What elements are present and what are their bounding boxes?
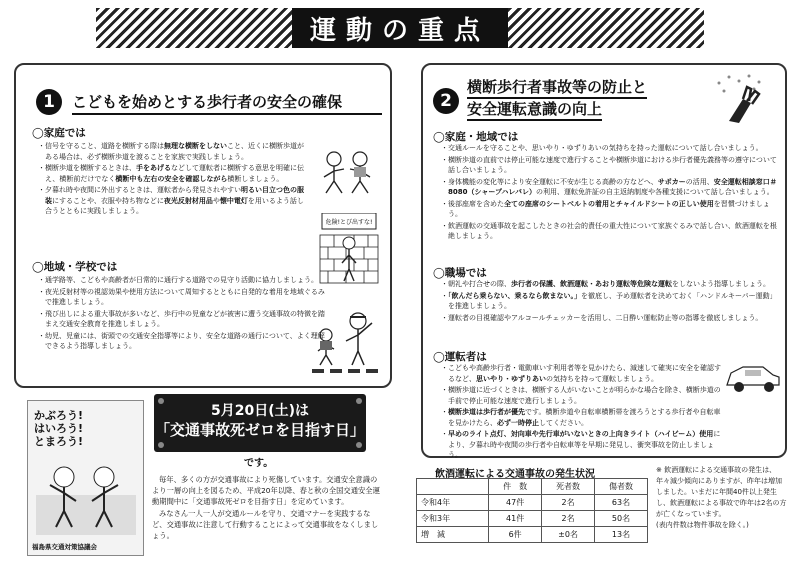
board-day-name: 「交通事故死ゼロを目指す日」 <box>154 421 365 439</box>
table-row <box>417 511 648 527</box>
item-text: 夕暮れ時や夜間に外出するときは、運転者から発見されやすい <box>45 186 241 194</box>
section-1-community-list <box>38 275 328 353</box>
list-item <box>38 163 306 184</box>
emphasis-text: 手をあげる <box>136 164 171 172</box>
children-running-illustration <box>316 149 380 199</box>
section-2-heading <box>467 77 647 121</box>
section-1-panel <box>14 63 392 388</box>
item-text: や <box>212 196 220 205</box>
list-item <box>38 309 328 330</box>
section-2-work-heading: ◯職場では <box>433 267 487 279</box>
crosswalk-guard-illustration <box>306 309 386 379</box>
page-title: 運動の重点 <box>292 8 508 48</box>
list-item <box>441 291 777 312</box>
item-text: こどもや高齢歩行者・電動車いす利用者等を見かけたら、減速して確実に安全を確認するなど、 <box>448 364 721 383</box>
table-cell: 63名 <box>595 495 648 511</box>
table-cell: 令和4年 <box>417 495 489 511</box>
section-2-home-list <box>441 143 777 243</box>
item-text: を用いるよう話し合うとともに実践しましょう。 <box>45 196 304 215</box>
poster-slogan-line: はいろう! <box>34 422 84 435</box>
emphasis-text: 明るい目立つ色の服装 <box>45 186 304 205</box>
table-cell: 2名 <box>542 511 595 527</box>
poster-organization: 福島県交通対策協議会 <box>32 543 97 551</box>
section-2-panel <box>421 63 787 458</box>
zero-fatality-description <box>152 474 380 542</box>
list-item <box>38 185 306 217</box>
item-text: を習慣づけましょう。 <box>448 199 770 218</box>
description-paragraph: 毎年、多くの方が交通事故により死傷しています。交通安全意識のより一層の向上を図るため、平成20年以降、春と秋の全国交通安全運動期間中に「交通事故死ゼロを目指す日」を定めています。 <box>152 475 380 506</box>
drunk-driving-stats-table <box>416 478 648 543</box>
list-item <box>441 363 721 384</box>
table-cell: 50名 <box>595 511 648 527</box>
item-text: 後部座席を含めた <box>448 199 504 208</box>
item-text: 飲酒運転の交通事故を起こしたときの社会的責任の重大性について家族ぐるみで話し合い、飲酒運転を根絶しましょう。 <box>448 221 777 240</box>
section-1-number: 1 <box>36 89 62 115</box>
item-text: 身体機能の変化等により安全運転に不安が生じる高齢の方などへ、 <box>448 177 658 186</box>
stats-title: 飲酒運転による交通事故の発生状況 <box>435 469 595 480</box>
list-item <box>38 287 328 308</box>
list-item <box>441 385 721 406</box>
table-header-cell: 傷者数 <box>595 479 648 495</box>
list-item <box>441 407 721 428</box>
emphasis-text: 全ての座席のシートベルトの着用とチャイルドシートの正しい使用 <box>504 199 714 208</box>
title-bar <box>0 0 800 56</box>
emphasis-text: 歩行者の保護、飲酒運転・あおり運転等危険な運転 <box>511 280 672 288</box>
item-text: 運転者の目視確認やアルコールチェッカーを活用し、二日酔い運転防止等の指導を徹底しましょう。 <box>448 313 763 322</box>
reflector-hand-illustration <box>709 73 773 123</box>
section-2-number: 2 <box>433 88 459 114</box>
table-cell: 47件 <box>489 495 542 511</box>
table-row <box>417 527 648 543</box>
emphasis-text: 必ず一時停止 <box>497 418 539 427</box>
list-item <box>441 221 777 242</box>
wall-sign-illustration <box>318 213 380 285</box>
zero-fatality-day-board <box>154 394 366 452</box>
emphasis-text: 横断中も左右の安全を確認しながら <box>115 174 228 183</box>
item-text: 交通ルールを守ることや、思いやり・ゆずりあいの気持ちを持った運転について話し合いましょう。 <box>448 144 763 152</box>
section-1-home-list <box>38 141 306 218</box>
item-text: 幼児、児童には、街頭での交通安全指導等により、安全な道路の通行について、よく理解できるよう指導しましょう。 <box>45 331 325 350</box>
emphasis-text: サポカー <box>657 177 686 186</box>
item-text: 通学路等、こどもや高齢者が日常的に通行する道路での見守り活動に協力しましょう。 <box>45 276 318 284</box>
emphasis-text: 早めのライト点灯、対向車や先行車がいないときの上向きライト（ハイビーム）使用 <box>448 430 714 438</box>
table-cell: 6件 <box>489 527 542 543</box>
item-text: 信号を守ること、道路を横断する際は <box>45 142 164 150</box>
emphasis-text: 横断歩道は歩行者が優先 <box>448 408 525 416</box>
stats-note-text: ※ 飲酒運転による交通事故の発生は、年々減少傾向にありますが、昨年は増加しました。いまだに年間40件以上発生し、飲酒運転による事故で昨年は2名の方が亡くなっています。 <box>656 466 787 518</box>
section-2-work-list <box>441 279 777 324</box>
table-header-cell: 件 数 <box>489 479 542 495</box>
emphasis-text: 夜光反射材用品 <box>163 196 213 205</box>
table-header-row <box>417 479 648 495</box>
list-item <box>441 279 777 290</box>
section-2-heading-line1: 横断歩行者事故等の防止と <box>467 77 647 99</box>
table-cell: 41件 <box>489 511 542 527</box>
list-item <box>441 199 777 220</box>
list-item <box>441 143 777 154</box>
description-paragraph: みなさん一人一人が交通ルールを守り、交通マナーを実践するなど、交通事故に注意して行動することによって交通事故をなくしましょう。 <box>152 509 379 540</box>
item-text: 横断歩道の直前では停止可能な速度で進行することや横断歩道における歩行者優先義務等の遵守について話し合いましょう。 <box>448 155 777 174</box>
poster-children-illustration <box>36 455 136 535</box>
item-text: をしないよう指導しましょう。 <box>672 280 770 288</box>
item-text: の活用、 <box>685 177 714 186</box>
table-header-cell <box>417 479 489 495</box>
item-text: により、夕暮れ時や夜間の歩行者や自転車等を早期に発見し、衝突事故を防止しましょう。 <box>448 430 721 459</box>
list-item <box>38 275 328 286</box>
emphasis-text: 思いやり・ゆずりあい <box>476 374 546 383</box>
item-text: を徹底し、予め運転者を決めておく「ハンドルキーパー運動」を推進しましょう。 <box>448 291 777 310</box>
list-item <box>38 141 306 162</box>
item-text: 横断しましょう。 <box>227 174 284 183</box>
table-cell: 13名 <box>595 527 648 543</box>
list-item <box>441 155 777 176</box>
section-2-driver-heading: ◯運転者は <box>433 351 487 363</box>
item-text: の気持ちを持って運転しましょう。 <box>546 374 658 383</box>
table-cell: ±0名 <box>542 527 595 543</box>
poster-slogan-line: かぶろう! <box>34 409 84 422</box>
item-text: 飛び出しによる重大事故が多いなど、歩行中の児童などが被害に遭う交通事故の特徴を踏まえ交通安全教育を推進しましょう。 <box>45 309 325 328</box>
table-cell: 2名 <box>542 495 595 511</box>
list-item <box>441 429 721 461</box>
emphasis-text: 無理な横断をしない <box>164 142 227 150</box>
stats-note-sub: (表内件数は物件事故を除く。) <box>656 521 749 529</box>
poster-slogan <box>34 409 83 448</box>
section-2-driver-list <box>441 363 721 462</box>
poster-slogan-line: とまろう! <box>34 435 84 448</box>
item-text: 夜光反射材等の視認効果や使用方法について周知するとともに自発的な着用を地域ぐるみで推進しましょう。 <box>45 287 325 306</box>
item-text: にすることや、衣服や持ち物などに <box>52 196 164 205</box>
svg-text:危険!とび出すな!: 危険!とび出すな! <box>325 219 373 226</box>
item-text: 朝礼や打合せの際、 <box>448 280 511 288</box>
table-cell: 令和3年 <box>417 511 489 527</box>
section-1-home-heading: ◯家庭では <box>32 127 86 139</box>
list-item <box>441 177 777 198</box>
board-screw <box>356 442 362 448</box>
section-1-heading: こどもを始めとする歩行者の安全の確保 <box>72 91 382 115</box>
table-header-cell: 死者数 <box>542 479 595 495</box>
emphasis-text: 懐中電灯 <box>219 196 248 205</box>
board-date-line: 5月20日(土)は <box>210 403 310 419</box>
item-text: などして運転者に横断する意思を明確に伝え、横断前だけでなく <box>45 164 304 183</box>
section-2-home-heading: ◯家庭・地域では <box>433 131 519 143</box>
item-text: してください。 <box>539 418 588 427</box>
item-text: の利用、運転免許証の自主返納制度や各種支援について話し合いましょう。 <box>535 188 774 196</box>
title-stripes-left <box>96 8 292 48</box>
car-pedestrian-illustration <box>723 351 783 395</box>
stats-note <box>656 465 788 531</box>
board-suffix: です。 <box>244 458 274 469</box>
emphasis-text: 「飲んだら乗らない、乗るなら飲まない。」 <box>448 291 581 300</box>
item-text: 横断歩道に近づくときは、横断する人がいないことが明らかな場合を除き、横断歩道の手前で停止可能な速度で進行しましょう。 <box>448 386 721 405</box>
list-item <box>441 313 777 324</box>
item-text: です。横断歩道や自転車横断帯を渡ろうとする歩行者や自転車を見かけたら、 <box>448 408 721 427</box>
table-row <box>417 495 648 511</box>
table-cell: 増 減 <box>417 527 489 543</box>
campaign-poster <box>27 400 144 556</box>
section-2-heading-line2: 安全運転意識の向上 <box>467 99 602 121</box>
item-text: 横断歩道を横断するときは、 <box>45 164 136 172</box>
title-stripes-right <box>508 8 704 48</box>
board-screw <box>158 442 164 448</box>
list-item <box>38 331 328 352</box>
emphasis-text: 安全運転相談窓口＃8080（シャープハレバレ） <box>448 177 777 196</box>
section-1-community-heading: ◯地域・学校では <box>32 261 118 273</box>
item-text: こと、近くに横断歩道がある場合は、必ず横断歩道を渡ることを家族で実践しましょう。 <box>45 142 304 161</box>
